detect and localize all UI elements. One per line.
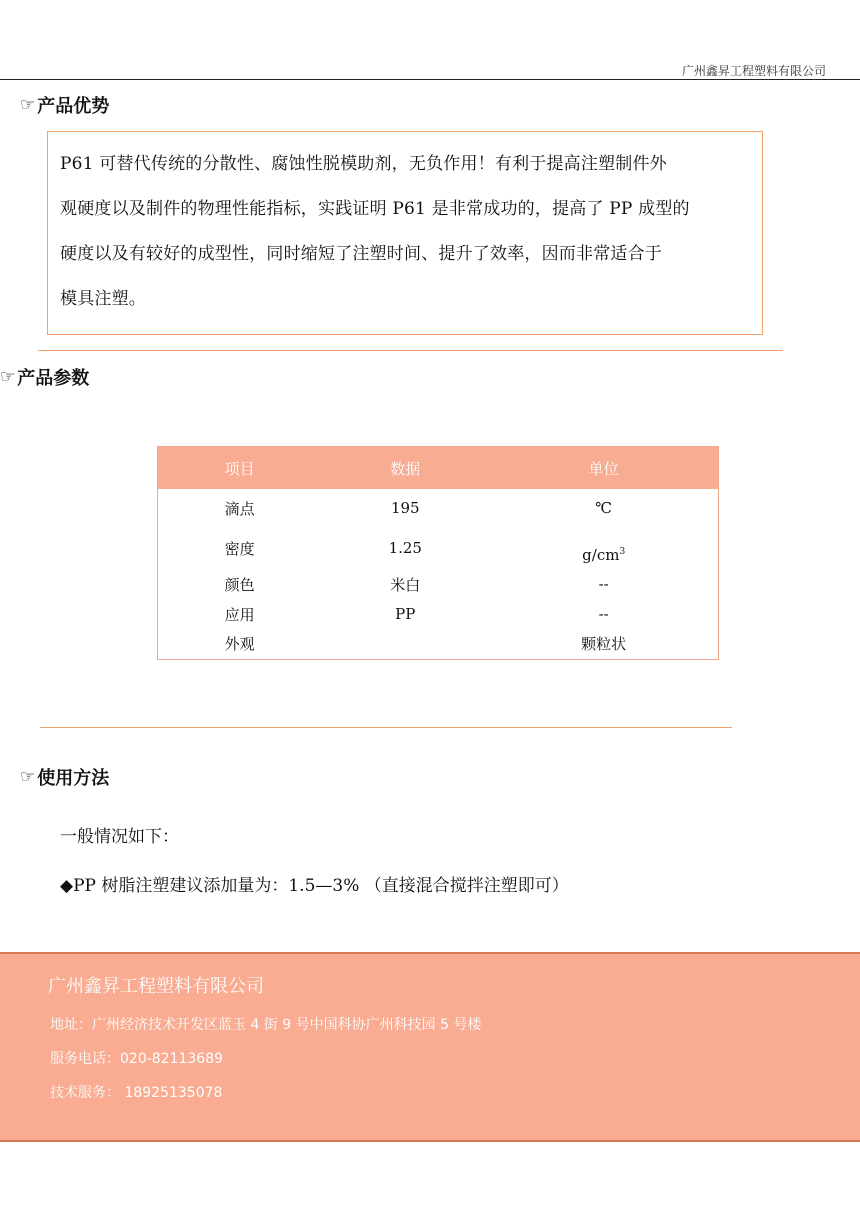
parameters-title-text: 产品参数 bbox=[17, 368, 90, 389]
footer-tech-service: 技术服务： 18925135078 bbox=[50, 1085, 223, 1101]
footer-company-name: 广州鑫昇工程塑料有限公司 bbox=[48, 976, 264, 997]
pointing-hand-icon: ☞ bbox=[20, 767, 36, 787]
parameters-table bbox=[157, 446, 719, 660]
row-value bbox=[321, 629, 489, 659]
usage-title-text: 使用方法 bbox=[37, 768, 110, 789]
unit-text: g/cm bbox=[582, 546, 620, 564]
pointing-hand-icon: ☞ bbox=[20, 95, 36, 115]
section-advantages-title bbox=[20, 92, 109, 118]
table-row bbox=[158, 489, 719, 527]
row-unit: ℃ bbox=[595, 499, 613, 517]
advantages-line-3: 硬度以及有较好的成型性，同时缩短了注塑时间、提升了效率，因而非常适合于 bbox=[60, 244, 662, 264]
row-value: 米白 bbox=[390, 575, 421, 594]
table-row bbox=[158, 599, 719, 629]
row-value: 1.25 bbox=[388, 539, 422, 557]
table-row bbox=[158, 629, 719, 659]
row-item: 外观 bbox=[224, 635, 255, 654]
advantages-title-text: 产品优势 bbox=[37, 96, 110, 117]
pointing-hand-icon: ☞ bbox=[0, 367, 16, 387]
header-divider bbox=[0, 79, 860, 80]
row-unit: 颗粒状 bbox=[581, 635, 627, 654]
column-header-unit: 单位 bbox=[489, 447, 718, 490]
row-unit: -- bbox=[598, 605, 609, 623]
usage-intro: 一般情况如下： bbox=[60, 827, 179, 847]
column-header-value: 数据 bbox=[321, 447, 489, 490]
row-value: PP bbox=[395, 605, 416, 623]
unit-superscript: 3 bbox=[619, 547, 626, 557]
section-usage-title bbox=[20, 764, 109, 790]
row-unit: -- bbox=[598, 575, 609, 593]
table-row bbox=[158, 569, 719, 599]
footer-phone: 服务电话：020-82113689 bbox=[50, 1051, 224, 1067]
section-divider bbox=[40, 727, 732, 728]
row-item: 密度 bbox=[224, 539, 255, 558]
row-item: 颜色 bbox=[224, 575, 255, 594]
table-header-row bbox=[158, 447, 719, 490]
row-value: 195 bbox=[390, 499, 420, 517]
advantages-line-1: P61 可替代传统的分散性、腐蚀性脱模助剂，无负作用！有利于提高注塑制件外 bbox=[60, 154, 667, 174]
footer-contact-band bbox=[0, 952, 860, 1142]
usage-bullet-item bbox=[60, 871, 569, 896]
section-parameters-title bbox=[0, 364, 89, 390]
row-item: 滴点 bbox=[224, 499, 255, 518]
section-divider bbox=[38, 350, 783, 351]
table-row bbox=[158, 527, 719, 569]
diamond-bullet-icon: ◆ bbox=[60, 876, 74, 896]
advantages-box bbox=[47, 131, 763, 335]
usage-bullet-text: PP 树脂注塑建议添加量为：1.5—3% （直接混合搅拌注塑即可） bbox=[73, 876, 569, 896]
footer-address: 地址：广州经济技术开发区蓝玉 4 街 9 号中国科协广州科技园 5 号楼 bbox=[50, 1017, 482, 1033]
advantages-line-2: 观硬度以及制件的物理性能指标，实践证明 P61 是非常成功的，提高了 PP 成型的 bbox=[60, 199, 690, 219]
header-company-name: 广州鑫昇工程塑料有限公司 bbox=[681, 64, 826, 78]
row-item: 应用 bbox=[224, 605, 255, 624]
column-header-item: 项目 bbox=[158, 447, 322, 490]
advantages-line-4: 模具注塑。 bbox=[60, 289, 146, 309]
row-unit bbox=[489, 527, 718, 569]
